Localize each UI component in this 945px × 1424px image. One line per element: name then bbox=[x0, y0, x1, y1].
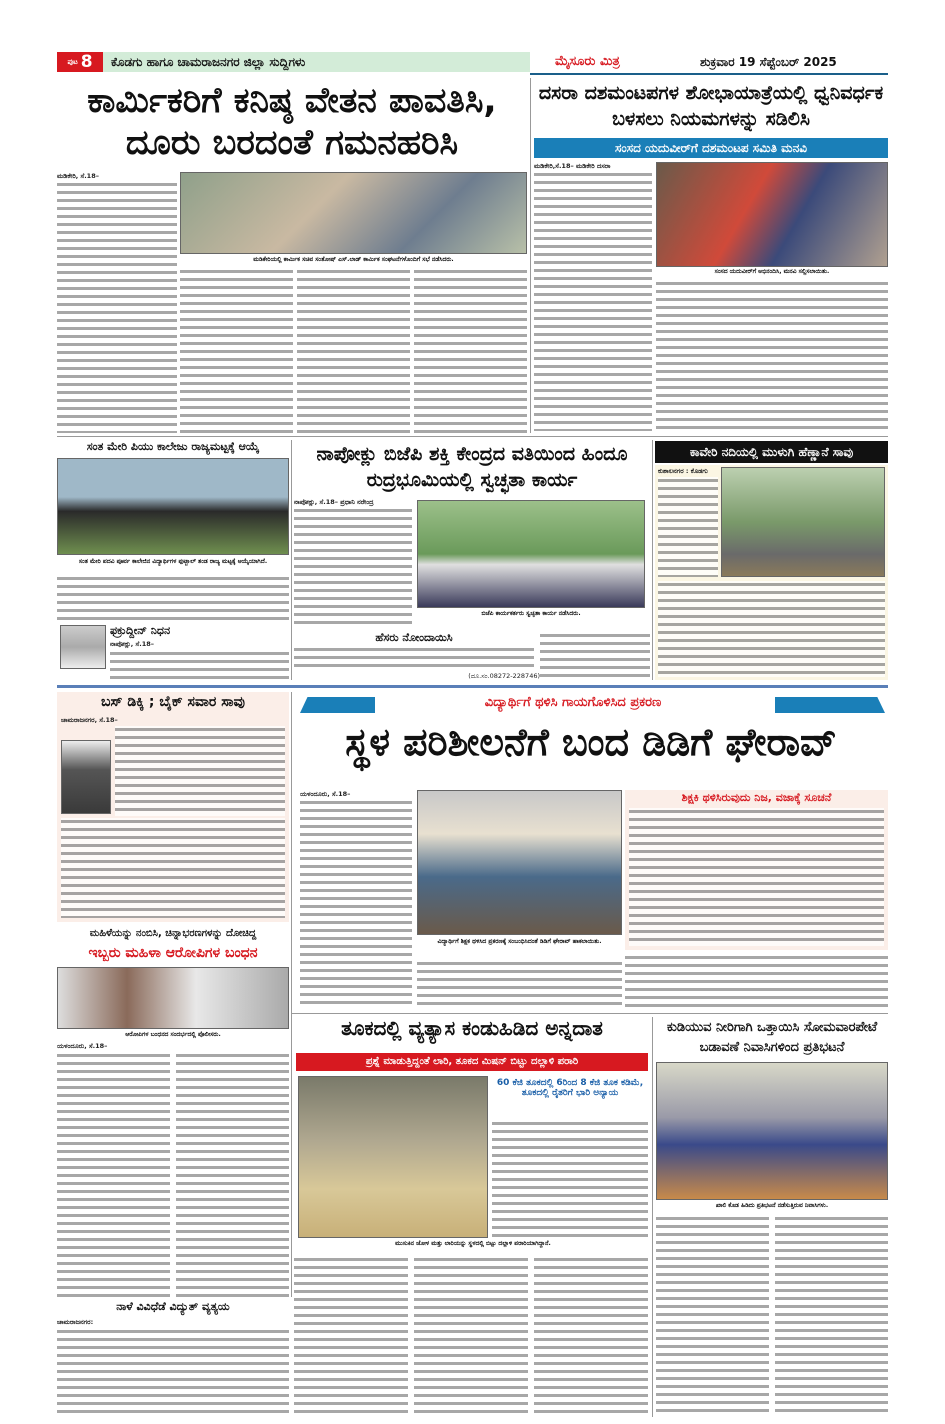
gherao-headline: ಸ್ಥಳ ಪರಿಶೀಲನೆಗೆ ಬಂದ ಡಿಡಿಗೆ ಘೇರಾವ್ bbox=[345, 720, 837, 764]
body-text bbox=[658, 581, 885, 677]
body-text bbox=[625, 954, 888, 1010]
column-rule bbox=[652, 440, 653, 680]
page-number: 8 bbox=[80, 52, 93, 72]
page-number-badge bbox=[57, 52, 103, 72]
paper-name: ಮೈಸೂರು ಮಿತ್ರ bbox=[555, 54, 620, 69]
body-text bbox=[656, 1215, 888, 1415]
football-team-photo bbox=[57, 458, 289, 555]
dasara-headline: ದಸರಾ ದಶಮಂಟಪಗಳ ಶೋಭಾಯಾತ್ರೆಯಲ್ಲಿ ಧ್ವನಿವರ್ಧಕ ಬಳಸಲು ನಿಯಮಗಳನ್ನು ಸಡಿಲಿಸಿ bbox=[538, 82, 884, 130]
photo-caption: ಮಡಿಕೇರಿಯಲ್ಲಿ ಕಾರ್ಮಿಕ ಸಚಿವ ಸಂತೋಷ್ ಎಸ್.ಲಾಡ್ ಕಾರ್ಮಿಕ ಸಂಘಟನೆಗಳೊಂದಿಗೆ ಸಭೆ ನಡೆಸಿದರು. bbox=[253, 256, 454, 263]
bus-headline: ಬಸ್ ಡಿಕ್ಕಿ ; ಬೈಕ್ ಸವಾರ ಸಾವು bbox=[101, 694, 245, 710]
napoklu-headline: ನಾಪೋಕ್ಲು ಬಿಜೆಪಿ ಶಕ್ತಿ ಕೇಂದ್ರದ ವತಿಯಿಂದ ಹಿಂದೂ ರುದ್ರಭೂಮಿಯಲ್ಲಿ ಸ್ವಚ್ಛತಾ ಕಾರ್ಯ bbox=[316, 443, 628, 491]
photo-caption: ಬಿಜೆಪಿ ಕಾರ್ಯಕರ್ತರು ಸ್ವಚ್ಛತಾ ಕಾರ್ಯ ನಡೆಸಿದರು. bbox=[481, 610, 581, 617]
section-title: ಕೊಡಗು ಹಾಗೂ ಚಾಮರಾಜನಗರ ಜಿಲ್ಲಾ ಸುದ್ದಿಗಳು bbox=[111, 55, 306, 69]
dateline: ಯಳಂದೂರು, ಸೆ.18– bbox=[57, 1042, 108, 1050]
maize-photo bbox=[298, 1076, 488, 1238]
body-text bbox=[110, 650, 289, 680]
body-text bbox=[534, 171, 652, 431]
gherao-body bbox=[300, 790, 412, 1010]
elephant-headline: ಕಾವೇರಿ ನದಿಯಲ್ಲಿ ಮುಳುಗಿ ಹೆಣ್ಣಾನೆ ಸಾವು bbox=[655, 441, 888, 463]
dateline: ಯಳಂದೂರು, ಸೆ.18– bbox=[300, 790, 351, 798]
body-text bbox=[57, 1052, 289, 1297]
sidebar-headline: ಶಿಕ್ಷಕಿ ಥಳಿಸಿರುವುದು ನಿಜ, ವಜಾಕ್ಕೆ ಸೂಚನೆ bbox=[681, 791, 832, 804]
weighing-banner: ಪ್ರಶ್ನೆ ಮಾಡುತ್ತಿದ್ದಂತೆ ಲಾರಿ, ತೂಕದ ಮಿಷನ್ ಬಿಟ್ಟು ದಲ್ಲಾಳಿ ಪರಾರಿ bbox=[296, 1053, 648, 1071]
body-text bbox=[629, 808, 884, 946]
dateline: ನಾಪೋಕ್ಲು, ಸೆ.18– ಪ್ರಧಾನಿ ನರೇಂದ್ರ bbox=[294, 498, 374, 506]
police-photo bbox=[57, 967, 289, 1029]
obituary-portrait bbox=[60, 625, 106, 669]
mp-photo bbox=[656, 162, 888, 267]
body-text bbox=[115, 726, 285, 816]
photo-caption: ವಿದ್ಯಾರ್ಥಿಗೆ ಶಿಕ್ಷಕ ಥಳಿಸಿದ ಪ್ರಕರಣಕ್ಕೆ ಸಂಬಂಧಿಸಿದಂತೆ ಡಿಡಿಗೆ ಘೇರಾವ್ ಹಾಕಲಾಯಿತು. bbox=[437, 938, 602, 945]
body-text bbox=[658, 477, 718, 577]
dasara-body bbox=[534, 162, 652, 432]
weighing-headline: ತೂಕದಲ್ಲಿ ವ್ಯತ್ಯಾಸ ಕಂಡುಹಿಡಿದ ಅನ್ನದಾತ bbox=[341, 1016, 603, 1040]
victim-portrait bbox=[61, 740, 111, 814]
dateline: ಚಾಮರಾಜನಗರ: bbox=[57, 1318, 94, 1326]
weighing-pullquote: 60 ಕೆಜಿ ತೂಕದಲ್ಲಿ 6ರಿಂದ 8 ಕೆಜಿ ತೂಕ ಕಡಿಮೆ, ತೂಕದಲ್ಲಿ ರೈತರಿಗೆ ಭಾರಿ ಅನ್ಯಾಯ bbox=[496, 1078, 644, 1099]
body-text bbox=[61, 818, 285, 918]
obituary-headline: ಫಕ್ರುದ್ದೀನ್ ನಿಧನ bbox=[110, 624, 171, 637]
water-headline: ಕುಡಿಯುವ ನೀರಿಗಾಗಿ ಒತ್ತಾಯಿಸಿ ಸೋಮವಾರಪೇಟೆ ಬಡಾವಣೆ ನಿವಾಸಿಗಳಿಂದ ಪ್ರತಿಭಟನೆ bbox=[666, 1020, 878, 1055]
body-text bbox=[294, 646, 534, 671]
protest-photo bbox=[656, 1062, 888, 1200]
bus-box bbox=[57, 692, 289, 922]
lead-headline: ಕಾರ್ಮಿಕರಿಗೆ ಕನಿಷ್ಠ ವೇತನ ಪಾವತಿಸಿ, ದೂರು ಬರದಂತೆ ಗಮನಹರಿಸಿ bbox=[87, 81, 497, 163]
st-mary-headline: ಸಂತ ಮೇರಿ ಪಿಯು ಕಾಲೇಜು ರಾಜ್ಯಮಟ್ಟಕ್ಕೆ ಆಯ್ಕೆ bbox=[86, 440, 260, 453]
gherao-photo bbox=[417, 790, 622, 935]
meeting-photo bbox=[180, 172, 527, 254]
dateline: ಕುಶಾಲನಗರ : ಕೊಡಗು bbox=[658, 467, 708, 475]
body-text bbox=[57, 181, 177, 433]
dateline: ಮಡಿಕೇರಿ, ಸೆ.18– bbox=[57, 172, 99, 180]
photo-caption: ಸಂತ ಮೇರಿ ಪದವಿ ಪೂರ್ವ ಕಾಲೇಜಿನ ವಿದ್ಯಾರ್ಥಿಗಳ ಫುಟ್ಬಾಲ್ ತಂಡ ರಾಜ್ಯ ಮಟ್ಟಕ್ಕೆ ಆಯ್ಕೆಯಾಗಿದೆ. bbox=[78, 558, 268, 565]
body-text bbox=[540, 632, 650, 680]
body-text bbox=[57, 575, 289, 620]
kicker-bar-right bbox=[775, 697, 885, 713]
body-text bbox=[300, 799, 412, 1009]
elephant-photo bbox=[721, 467, 885, 577]
photo-caption: ಸಂಸದ ಯದುವೀರ್‌ಗೆ ಅಭಿನಂದಿಸಿ, ಮನವಿ ಸಲ್ಲಿಸಲಾಯಿತು. bbox=[714, 268, 830, 275]
elephant-box bbox=[655, 465, 888, 680]
theft-headline: ಇಬ್ಬರು ಮಹಿಳಾ ಆರೋಪಿಗಳ ಬಂಧನ bbox=[88, 945, 258, 961]
body-text bbox=[417, 960, 622, 1010]
kicker-bar-left bbox=[300, 697, 375, 713]
body-text bbox=[294, 507, 412, 629]
photo-caption: ಖಾಲಿ ಕೊಡ ಹಿಡಿದು ಪ್ರತಿಭಟನೆ ನಡೆಸುತ್ತಿರುವ ನಿವಾಸಿಗಳು. bbox=[715, 1202, 829, 1209]
issue-date: ಶುಕ್ರವಾರ 19 ಸೆಪ್ಟೆಂಬರ್ 2025 bbox=[700, 55, 837, 69]
dateline: ನಾಪೋಕ್ಲು, ಸೆ.18– bbox=[110, 640, 155, 648]
theft-kicker: ಮಹಿಳೆಯನ್ನು ನಂಬಿಸಿ, ಚಿನ್ನಾಭರಣಗಳನ್ನು ದೋಚಿದ್ದ bbox=[89, 928, 257, 939]
body-text bbox=[180, 268, 527, 434]
gherao-kicker: ವಿದ್ಯಾರ್ಥಿಗೆ ಥಳಿಸಿ ಗಾಯಗೊಳಿಸಿದ ಪ್ರಕರಣ bbox=[484, 695, 662, 710]
row-rule bbox=[292, 1013, 888, 1014]
section-header bbox=[57, 52, 530, 72]
column-rule bbox=[652, 1017, 653, 1417]
body-text bbox=[492, 1120, 648, 1238]
dateline: ಮಡಿಕೇರಿ,ಸೆ.18– ಮಡಿಕೇರಿ ದಸರಾ bbox=[534, 162, 611, 170]
napoklu-body bbox=[294, 498, 412, 630]
body-text bbox=[294, 1256, 650, 1416]
register-headline: ಹೆಸರು ನೋಂದಾಯಿಸಿ bbox=[375, 631, 453, 644]
row-rule bbox=[57, 436, 888, 437]
column-rule bbox=[291, 692, 292, 1297]
column-rule bbox=[530, 78, 531, 433]
dateline: ಚಾಮರಾಜನಗರ, ಸೆ.18– bbox=[61, 716, 118, 724]
dasara-banner: ಸಂಸದ ಯದುವೀರ್‌ಗೆ ದಶಮಂಟಪ ಸಮಿತಿ ಮನವಿ bbox=[534, 138, 888, 158]
body-text bbox=[656, 280, 888, 432]
wages-body bbox=[57, 172, 177, 434]
body-text bbox=[57, 1328, 289, 1416]
page-label: ಪುಟ bbox=[67, 57, 78, 66]
cleanup-photo bbox=[417, 500, 645, 608]
phone-number: (ದೂ.ಸಂ.08272-228746) bbox=[468, 672, 540, 680]
header-rule bbox=[530, 73, 888, 75]
row-rule bbox=[57, 685, 888, 688]
photo-caption: ಮುಸುಕಿನ ಜೋಳ ಮತ್ತು ಲಾರಿಯನ್ನು ಸ್ಥಳದಲ್ಲಿ ಬಿಟ್ಟು ದಲ್ಲಾಳಿ ಪರಾರಿಯಾಗಿದ್ದಾನೆ. bbox=[395, 1240, 551, 1247]
gherao-sidebar bbox=[625, 790, 888, 950]
power-headline: ನಾಳೆ ವಿವಿಧೆಡೆ ವಿದ್ಯುತ್ ವ್ಯತ್ಯಯ bbox=[116, 1300, 230, 1313]
photo-caption: ಆರೋಪಿಗಳ ಬಂಧನದ ಸಂದರ್ಭದಲ್ಲಿ ಪೊಲೀಸರು. bbox=[125, 1031, 221, 1038]
column-rule bbox=[291, 440, 292, 680]
